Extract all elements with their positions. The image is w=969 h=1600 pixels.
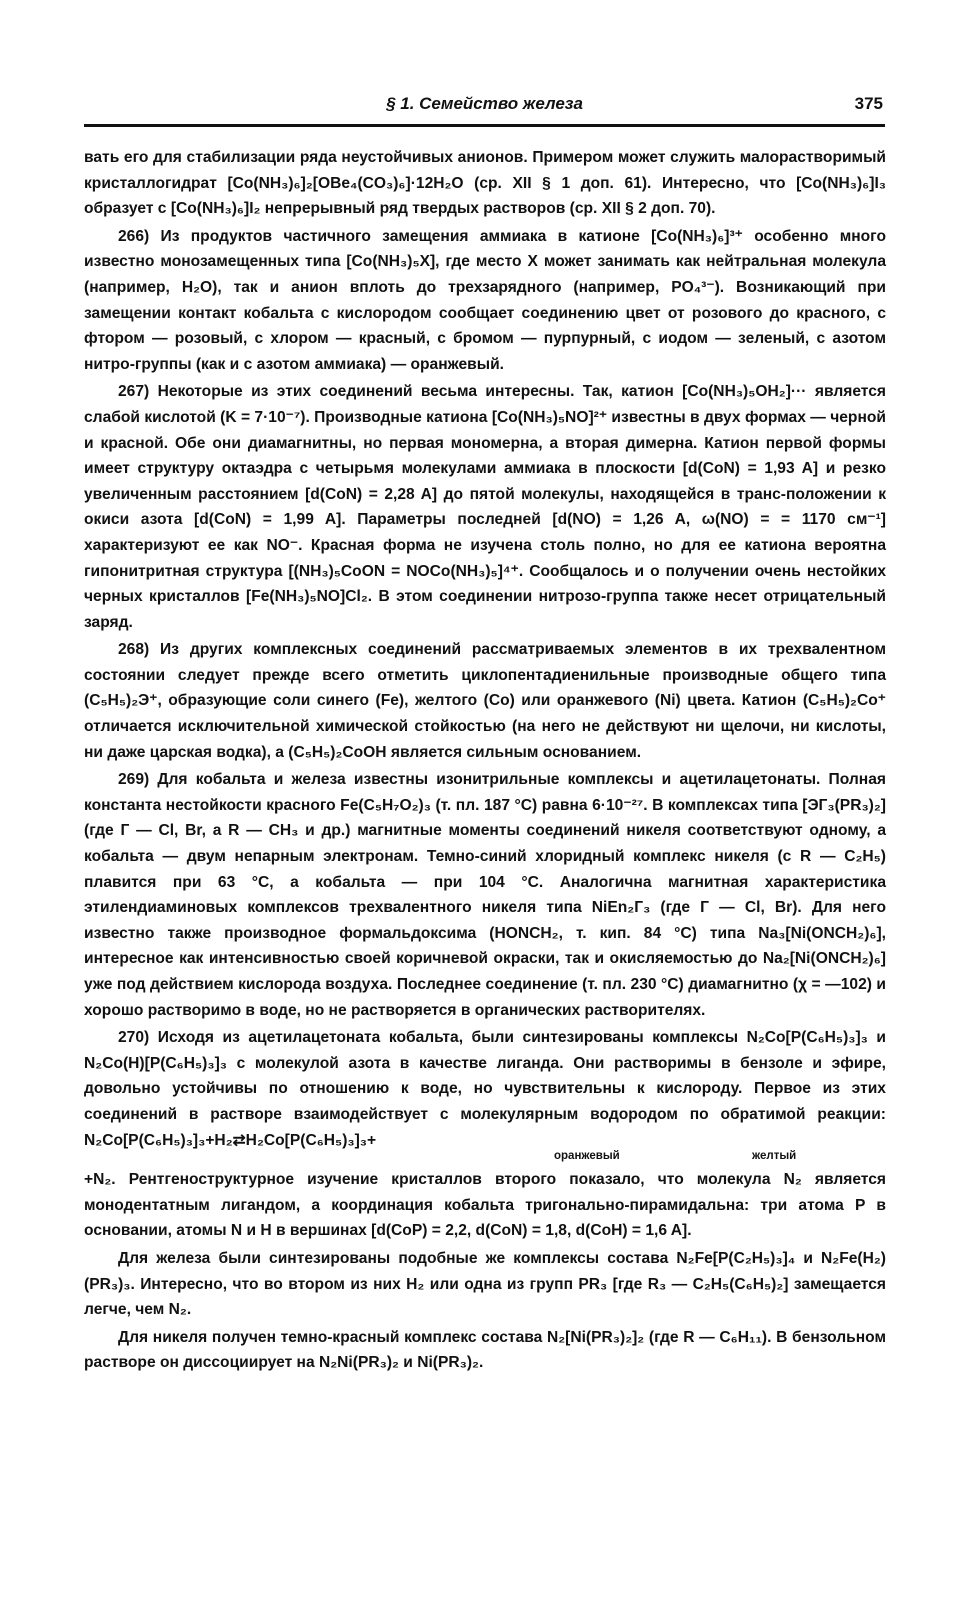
paragraph-270-part1: 270) Исходя из ацетилацетоната кобальта, были синтезированы комплексы N₂Co[P(C₆H₅)₃]₃ и N₂Co(H)[P(C₆H₅)₃]₃ с молекулой азота в качестве лиганда. Они растворимы в бензоле и эфире, довольно устойчивы по отношению к воде, но чувствительны к кислороду. Первое из этих соединений в растворе взаимодействует с молекулярным водородом по обратимой реакции: N₂Co[P(C₆H₅)₃]₃+H₂⇄H₂Co[P(C₆H₅)₃]₃+: [84, 1029, 886, 1149]
running-head: § 1. Семейство железа: [386, 94, 583, 113]
reaction-label-orange: оранжевый: [554, 1150, 620, 1163]
paragraph-267: 267) Некоторые из этих соединений весьма интересны. Так, катион [Co(NH₃)₅OH₂]··· является слабой кислотой (K = 7·10⁻⁷). Производные катиона [Co(NH₃)₅NO]²⁺ известны в двух формах — черной и красной. Обе они диамагнитны, но первая мономерна, а вторая димерна. Катион первой формы имеет структуру октаэдра с четырьмя молекулами аммиака в плоскости [d(CoN) = 1,93 A] и резко увеличенным расстоянием [d(CoN) = 2,28 A] до пятой молекулы, находящейся в транс-положении к окиси азота [d(CoN) = 1,99 A]. Параметры последней [d(NO) = 1,26 A, ω(NO) = = 1170 см⁻¹] характеризуют ее как NO⁻. Красная форма не изучена столь полно, но для ее катиона вероятна гипонитритная структура [(NH₃)₅CoON = NOCo(NH₃)₅]⁴⁺. Сообщалось и о получении очень нестойких черных кристаллов [Fe(NH₃)₅NO]Cl₂. В этом соединении нитрозо-группа также несет отрицательный заряд.: [84, 383, 886, 631]
paragraph-nickel-complexes: Для никеля получен темно-красный комплекс состава N₂[Ni(PR₃)₂]₂ (где R — C₆H₁₁). В бензольном растворе он диссоциирует на N₂Ni(PR₃)₂ и Ni(PR₃)₂.: [84, 1328, 886, 1372]
page-header: [84, 94, 885, 127]
page-number: 375: [854, 94, 883, 113]
paragraph-268: 268) Из других комплексных соединений рассматриваемых элементов в их трехвалентном состоянии следует прежде всего отметить циклопентадиенильные производные общего типа (C₅H₅)₂Э⁺, образующие соли синего (Fe), желтого (Co) или оранжевого (Ni) цвета. Катион (C₅H₅)₂Co⁺ отличается исключительной химической стойкостью (на него не действуют ни щелочи, ни кислоты, ни даже царская водка), а (C₅H₅)₂CoOH является сильным основанием.: [84, 641, 886, 761]
paragraph-270-part2: +N₂. Рентгеноструктурное изучение кристаллов второго показало, что молекула N₂ является монодентатным лигандом, а координация кобальта тригонально-пирамидальна: три атома P в основании, атомы N и H в вершинах [d(CoP) = 2,2, d(CoN) = 1,8, d(CoH) = 1,6 A].: [84, 1171, 886, 1240]
body-text: [84, 145, 886, 1378]
paragraph-266: 266) Из продуктов частичного замещения аммиака в катионе [Co(NH₃)₆]³⁺ особенно много известно монозамещенных типа [Co(NH₃)₅X], где место X может занимать как нейтральная молекула (например, H₂O), так и анион вплоть до трехзарядного (например, PO₄³⁻). Возникающий при замещении контакт кобальта с кислородом сообщает соединению цвет от розового до красного, с фтором — розовый, с хлором — красный, с бромом — пурпурный, с иодом — зеленый, с азотом нитро-группы (как и с азотом аммиака) — оранжевый.: [84, 227, 886, 373]
reaction-labels: [84, 1150, 886, 1167]
paragraph-iron-complexes: Для железа были синтезированы подобные же комплексы состава N₂Fe[P(C₂H₅)₃]₄ и N₂Fe(H₂)(PR₃)₃. Интересно, что во втором из них H₂ или одна из групп PR₃ [где R₃ — C₂H₅(C₆H₅)₂] замещается легче, чем N₂.: [84, 1249, 886, 1319]
paragraph-269: 269) Для кобальта и железа известны изонитрильные комплексы и ацетилацетонаты. Полная константа нестойкости красного Fe(C₅H₇O₂)₃ (т. пл. 187 °C) равна 6·10⁻²⁷. В комплексах типа [ЭГ₃(PR₃)₂] (где Г — Cl, Br, а R — CH₃ и др.) магнитные моменты соединений никеля соответствуют одному, а кобальта — двум непарным электронам. Темно-синий хлоридный комплекс никеля (с R — C₂H₅) плавится при 63 °C, а кобальта — при 104 °C. Аналогична магнитная характеристика этилендиаминовых комплексов трехвалентного никеля типа NiEn₂Г₃ (где Г — Cl, Br). Для него известно также производное формальдоксима (HONCH₂, т. кип. 84 °C) типа Na₃[Ni(ONCH₂)₆], интересное как интенсивностью своей коричневой окраски, так и окисляемостью до Na₂[Ni(ONCH₂)₆] уже под действием кислорода воздуха. Последнее соединение (т. пл. 230 °C) диамагнитно (χ = —102) и хорошо растворимо в воде, но не растворяется в органических растворителях.: [84, 771, 886, 1019]
paragraph-continuation: вать его для стабилизации ряда неустойчивых анионов. Примером может служить малорастворимый кристаллогидрат [Co(NH₃)₆]₂[OBe₄(CO₃)₆]·12H₂O (ср. XII § 1 доп. 61). Интересно, что [Co(NH₃)₆]I₃ образует с [Co(NH₃)₆]I₂ непрерывный ряд твердых растворов (ср. XII § 2 доп. 70).: [84, 149, 886, 218]
reaction-label-yellow: желтый: [752, 1150, 797, 1163]
